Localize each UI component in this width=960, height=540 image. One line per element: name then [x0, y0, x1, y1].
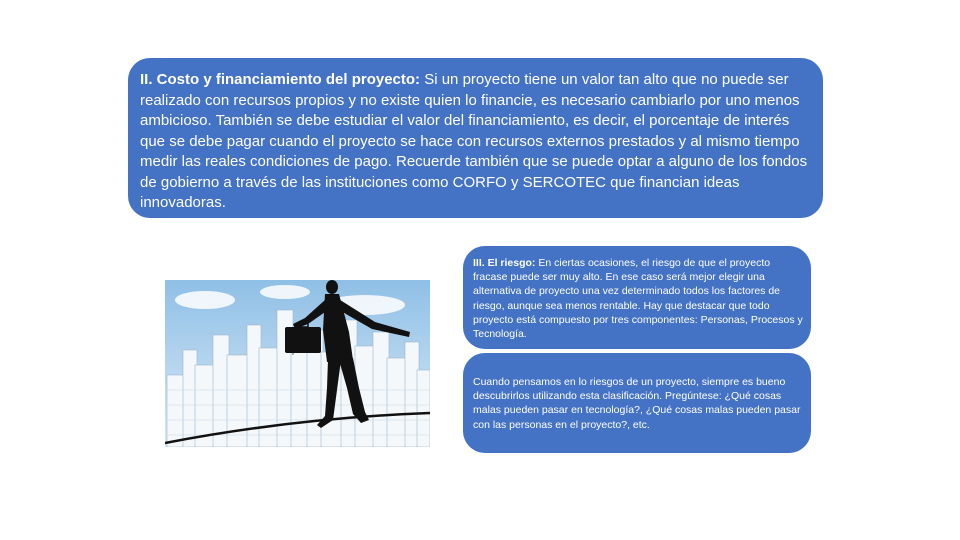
questions-text-box: [463, 353, 811, 453]
businessman-tightrope-illustration: [165, 280, 430, 447]
financing-text-box: [128, 58, 823, 218]
financing-heading: II. Costo y financiamiento del proyecto:: [140, 71, 421, 88]
risk-heading: III. El riesgo:: [473, 257, 536, 269]
questions-body: Cuando pensamos en lo riesgos de un proyecto, siempre es bueno descubrirlos utilizando esta clasificación. Pregúntese: ¿Qué cosas malas pueden pasar en tecnología?, ¿Qué cosas malas pueden pasar con las personas en el proyecto?, etc.: [473, 376, 801, 431]
risk-body: En ciertas ocasiones, el riesgo de que el proyecto fracase puede ser muy alto. En ese caso será mejor elegir una alternativa de proyecto una vez determinado todos los factores de riesgo, aunque sea menos rentable. Hay que destacar que todo proyecto está compuesto por tres componentes: Personas, Procesos y Tecnología.: [473, 257, 803, 341]
financing-body: Si un proyecto tiene un valor tan alto que no puede ser realizado con recursos propios y no existe quien lo financie, es necesario cambiarlo por uno menos ambicioso. También se debe estudiar el valor del financiamiento, es decir, el porcentaje de interés que se debe pagar cuando el proyecto se hace con recursos externos prestados y al mismo tiempo medir las reales condiciones de pago. Recuerde también que se puede optar a alguno de los fondos de gobierno a través de las instituciones como CORFO y SERCOTEC que financian ideas innovadoras.: [140, 71, 808, 211]
risk-text-box: [463, 246, 811, 349]
